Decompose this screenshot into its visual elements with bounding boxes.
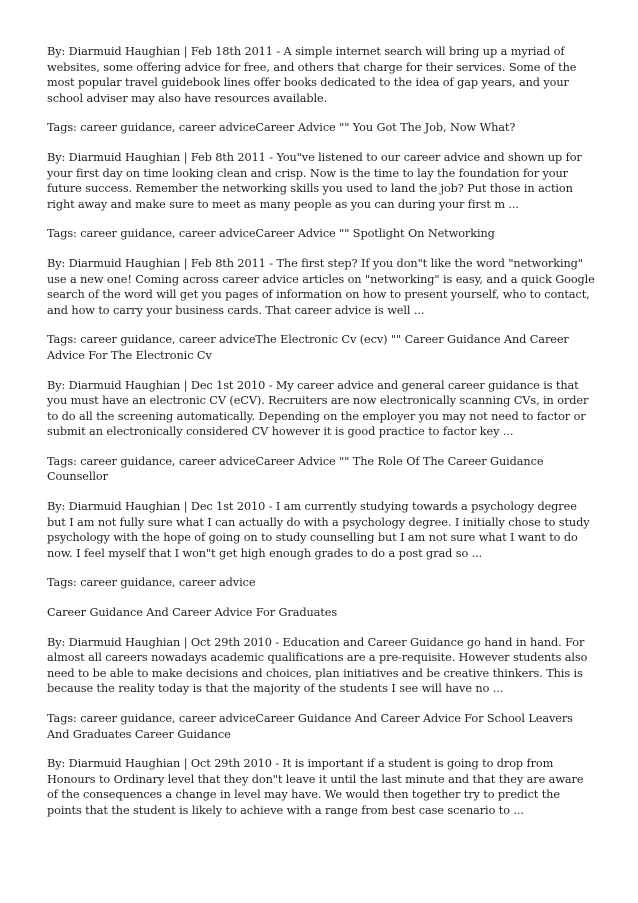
tags-line: Tags: career guidance, career adviceCareer Advice "" You Got The Job, Now What? bbox=[47, 121, 516, 135]
article-summary: By: Diarmuid Haughian | Oct 29th 2010 - It is important if a student is going to drop from Honours to Ordinary level that they don"t leave it until the last minute and that they are aware of the consequences a change in level may have. We would then together try to predict the points that the student is likely to achieve with a range from best case scenario to ... bbox=[47, 757, 584, 817]
article-summary: By: Diarmuid Haughian | Feb 8th 2011 - The first step? If you don"t like the word "networking" use a new one! Coming across career advice articles on "networking" is easy, and a quick Google search of the word will get you pages of information on how to present yourself, who to contact, and how to carry your business cards. That career advice is well ... bbox=[47, 256, 595, 317]
article-summary: By: Diarmuid Haughian | Oct 29th 2010 - Education and Career Guidance go hand in hand. For almost all careers nowadays academic qualifications are a pre-requisite. However students also need to be able to make decisions and choices, plan initiatives and be creative thinkers. This is because the reality today is that the majority of the students I see will have no ... bbox=[47, 635, 588, 696]
document-page bbox=[47, 44, 595, 833]
article-summary: By: Diarmuid Haughian | Feb 18th 2011 - A simple internet search will bring up a myriad of websites, some offering advice for free, and others that charge for their services. Some of the most popular travel guidebook lines offer books dedicated to the idea of gap years, and your school adviser may also have resources available. bbox=[47, 45, 577, 105]
article-summary: By: Diarmuid Haughian | Dec 1st 2010 - My career advice and general career guidance is that you must have an electronic CV (eCV). Recruiters are now electronically scanning CVs, in order to do all the screening automatically. Depending on the employer you may not need to factor or submit an electronically considered CV however it is good practice to factor key ... bbox=[47, 378, 589, 439]
tags-line: Tags: career guidance, career adviceThe Electronic Cv (ecv) "" Career Guidance And Career Advice For The Electronic Cv bbox=[47, 333, 569, 362]
article-heading: Career Guidance And Career Advice For Graduates bbox=[47, 606, 338, 620]
tags-line: Tags: career guidance, career adviceCareer Guidance And Career Advice For School Leavers And Graduates Career Guidance bbox=[47, 712, 573, 741]
article-summary: By: Diarmuid Haughian | Feb 8th 2011 - You"ve listened to our career advice and shown up for your first day on time looking clean and crisp. Now is the time to lay the foundation for your future success. Remember the networking skills you used to land the job? Put those in action right away and make sure to meet as many people as you can during your first m ... bbox=[47, 150, 582, 211]
article-summary: By: Diarmuid Haughian | Dec 1st 2010 - I am currently studying towards a psychology degree but I am not fully sure what I can actually do with a psychology degree. I initially chose to study psychology with the hope of going on to study counselling but I am not sure what I want to do now. I feel myself that I won"t get high enough grades to do a post grad so ... bbox=[47, 500, 590, 560]
tags-line: Tags: career guidance, career adviceCareer Advice "" The Role Of The Career Guidance Counsellor bbox=[47, 454, 544, 484]
tags-line: Tags: career guidance, career advice bbox=[47, 576, 256, 590]
tags-line: Tags: career guidance, career adviceCareer Advice "" Spotlight On Networking bbox=[47, 227, 495, 241]
